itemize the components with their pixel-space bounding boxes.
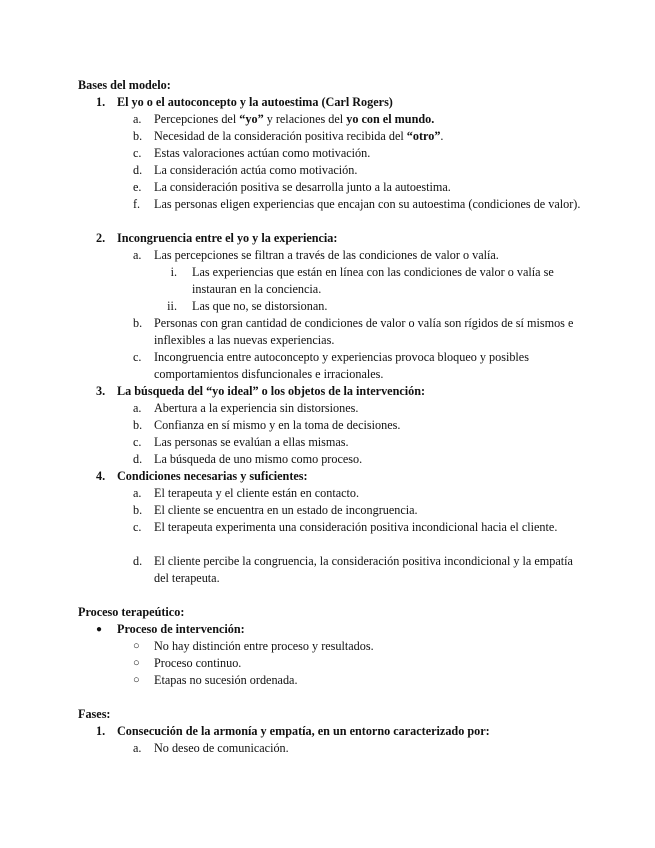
bold-text: “otro” [406,129,441,143]
list-item: Las personas se evalúan a ellas mismas. [154,435,349,449]
circle-bullet-icon: ○ [133,674,140,686]
list-letter: c. [133,350,142,364]
circle-bullet-icon: ○ [133,640,140,652]
list-number: 1. [96,95,106,109]
list-letter: a. [133,741,142,755]
section-heading-fases: Fases: [78,707,111,721]
list-number: 4. [96,469,106,483]
list-item: Las experiencias que están en línea con las condiciones de valor o valía se instauran en la conciencia. [192,265,554,296]
list-letter: c. [133,435,142,449]
list-letter: d. [133,452,143,466]
list-item [154,111,584,128]
list-item-title: Condiciones necesarias y suficientes: [117,469,308,483]
list-item: Las personas eligen experiencias que encajan con su autoestima (condiciones de valor). [154,197,581,211]
circle-bullet-icon: ○ [133,657,140,669]
list-item-title: La búsqueda del “yo ideal” o los objetos de la intervención: [117,384,426,398]
section-heading-bases: Bases del modelo: [78,78,171,92]
list-item: No hay distinción entre proceso y resultados. [154,639,374,653]
list-item-title: Consecución de la armonía y empatía, en un entorno caracterizado por: [117,724,490,738]
list-item-title: Proceso de intervención: [117,622,245,636]
list-item: Proceso continuo. [154,656,242,670]
list-item-title: Incongruencia entre el yo y la experiencia: [117,231,338,245]
bold-text: yo con el mundo. [346,112,435,126]
list-item: Incongruencia entre autoconcepto y experiencias provoca bloqueo y posibles comportamientos disfuncionales e irracionales. [154,350,529,381]
list-item: Personas con gran cantidad de condiciones de valor o valía son rígidos de sí mismos e inflexibles a las nuevas experiencias. [154,316,574,347]
list-item: La consideración actúa como motivación. [154,163,358,177]
list-item: La consideración positiva se desarrolla junto a la autoestima. [154,180,451,194]
list-letter: a. [133,248,142,262]
list-roman: i. [170,265,177,279]
list-letter: b. [133,418,143,432]
list-roman: ii. [167,299,177,313]
section-heading-proceso: Proceso terapeútico: [78,605,185,619]
list-letter: a. [133,486,142,500]
list-item: Abertura a la experiencia sin distorsiones. [154,401,359,415]
list-letter: b. [133,503,143,517]
list-number: 1. [96,724,106,738]
bold-text: “yo” [239,112,264,126]
list-letter: d. [133,163,143,177]
list-item: Las percepciones se filtran a través de las condiciones de valor o valía. [154,248,499,262]
list-letter: f. [133,197,141,211]
text-run: y relaciones del [263,112,347,126]
list-item: El terapeuta y el cliente están en contacto. [154,486,360,500]
list-letter: e. [133,180,142,194]
list-item: El cliente se encuentra en un estado de incongruencia. [154,503,418,517]
list-number: 2. [96,231,106,245]
list-letter: c. [133,146,142,160]
list-item: El terapeuta experimenta una consideración positiva incondicional hacia el cliente. [154,520,558,534]
list-item: Confianza en sí mismo y en la toma de decisiones. [154,418,401,432]
list-letter: b. [133,316,143,330]
list-item-title: El yo o el autoconcepto y la autoestima (Carl Rogers) [117,95,393,109]
list-letter: a. [133,401,142,415]
list-item: Estas valoraciones actúan como motivación. [154,146,371,160]
list-item: La búsqueda de uno mismo como proceso. [154,452,363,466]
list-item: No deseo de comunicación. [154,741,289,755]
list-item: El cliente percibe la congruencia, la consideración positiva incondicional y la empatía del terapeuta. [154,554,573,585]
bullet-icon: ● [96,624,103,635]
list-number: 3. [96,384,106,398]
text-run: . [440,129,444,143]
list-item: Etapas no sucesión ordenada. [154,673,298,687]
list-item [154,128,584,145]
list-letter: b. [133,129,143,143]
text-run: Necesidad de la consideración positiva recibida del [154,129,407,143]
list-letter: c. [133,520,142,534]
text-run: Percepciones del [154,112,240,126]
list-letter: a. [133,112,142,126]
list-item: Las que no, se distorsionan. [192,299,328,313]
list-letter: d. [133,554,143,568]
